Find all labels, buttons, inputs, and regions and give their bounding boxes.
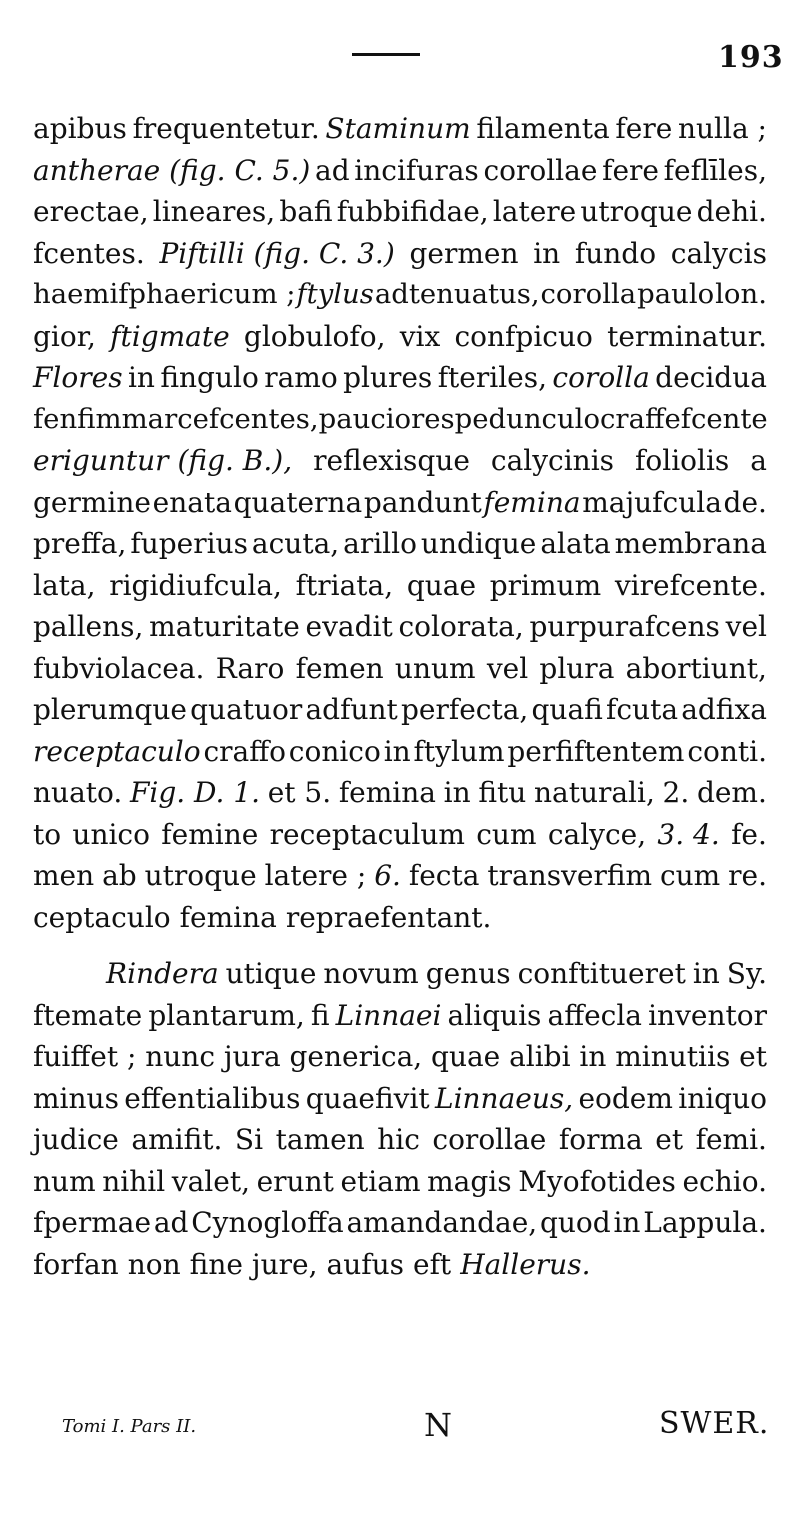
word: ab — [102, 859, 137, 892]
italic-word: eriguntur (fig. B.), — [33, 444, 293, 477]
word: plantarum, — [148, 998, 305, 1032]
text-line — [33, 995, 767, 1037]
word: quatuor — [190, 693, 303, 726]
word: femi. — [695, 1123, 767, 1156]
word: receptaculum — [269, 817, 465, 851]
word: aliquis — [447, 998, 542, 1032]
italic-word: 3. 4. — [657, 817, 720, 851]
word: marcefcentes, — [121, 402, 319, 435]
word: in — [613, 1206, 641, 1239]
page-footer — [0, 1406, 800, 1456]
word: fe. — [731, 817, 767, 851]
word: to — [33, 817, 62, 851]
word: enata — [152, 485, 232, 519]
word: fere — [615, 112, 673, 145]
word: jura — [223, 1040, 281, 1073]
word: Sy. — [726, 957, 767, 990]
word: affecla — [547, 998, 642, 1032]
word: alata — [540, 527, 611, 560]
word: a — [750, 444, 767, 477]
word: fuiffet ; — [33, 1040, 137, 1073]
word: re. — [728, 859, 767, 892]
word: quae — [406, 568, 477, 602]
word: decidua — [655, 361, 767, 394]
word: ftemate — [33, 998, 143, 1032]
word: et — [739, 1040, 767, 1073]
word: minutiis — [615, 1040, 731, 1073]
word: vel — [725, 610, 767, 643]
text-line — [33, 150, 767, 192]
word: calycis — [670, 236, 767, 270]
word: colorata, — [398, 610, 524, 643]
text-line — [33, 523, 767, 565]
text-line — [33, 855, 767, 897]
word: generica, — [289, 1040, 423, 1073]
word: vel — [486, 651, 529, 685]
word: aufus — [326, 1247, 404, 1281]
word: abortiunt, — [625, 651, 767, 685]
word: femine — [161, 817, 259, 851]
word: erunt — [256, 1164, 334, 1198]
word: non — [127, 1247, 181, 1281]
word: ad — [315, 153, 350, 187]
text-line — [33, 233, 767, 275]
word: purpurafcens — [529, 610, 720, 643]
word: fpermae — [33, 1206, 152, 1239]
word: rigidiufcula, — [109, 568, 282, 602]
word: calyce, — [547, 817, 647, 851]
word: repraefentant. — [285, 900, 492, 934]
italic-word: ftigmate — [110, 319, 230, 353]
word: forfan — [33, 1247, 119, 1281]
word: vix — [399, 319, 441, 353]
text-line — [33, 689, 767, 731]
text-line — [33, 606, 767, 648]
word: Raro — [215, 651, 285, 685]
word: virefcente. — [614, 568, 767, 602]
word: preffa, — [33, 527, 127, 560]
word: fubbifidae, — [336, 195, 489, 228]
italic-word: Linnaeus, — [434, 1081, 574, 1115]
text-line — [33, 108, 767, 150]
word: plura — [539, 651, 615, 685]
word: nihil — [102, 1164, 166, 1198]
word: amandandae, — [346, 1206, 538, 1239]
word: fine — [189, 1247, 243, 1281]
word: men — [33, 859, 95, 892]
word: quaterna — [233, 485, 363, 519]
sheet-mark: N — [424, 1406, 452, 1444]
word: femen — [295, 651, 384, 685]
word: confpicuo — [454, 319, 593, 353]
word: nunc — [145, 1040, 216, 1073]
word: corolla — [540, 278, 637, 310]
text-line — [33, 565, 767, 607]
text-line — [33, 1202, 767, 1244]
word: ftylum — [413, 734, 505, 768]
word: eft — [413, 1247, 452, 1281]
word: calycinis — [490, 444, 615, 477]
italic-word: ftylus — [296, 278, 374, 310]
paragraph-gap — [33, 938, 767, 953]
word: fere — [602, 153, 659, 187]
word: tamen — [275, 1123, 365, 1156]
word: nuato. — [33, 776, 123, 809]
text-line — [33, 316, 767, 358]
word: apibus — [33, 112, 127, 145]
text-line — [33, 772, 767, 814]
word: craffefcente — [600, 402, 768, 435]
word: germine — [33, 485, 151, 519]
word: foliolis — [635, 444, 730, 477]
body-text — [33, 108, 767, 1285]
word: pallens, — [33, 610, 144, 643]
word: novum — [323, 957, 419, 990]
word: globulofo, — [243, 319, 386, 353]
word: corollae — [432, 1123, 547, 1156]
word: plerumque — [33, 693, 187, 726]
word: utique — [225, 957, 317, 990]
word: forma — [558, 1123, 643, 1156]
italic-word: Flores — [33, 361, 123, 394]
word: fuperius — [130, 527, 248, 560]
text-line — [33, 648, 767, 690]
word: in — [579, 1040, 607, 1073]
word: bafi — [279, 195, 333, 228]
italic-word: Piftilli (fig. C. 3.) — [159, 236, 395, 270]
word: germen — [409, 236, 519, 270]
word: undique — [420, 527, 537, 560]
word: ceptaculo — [33, 900, 171, 934]
word: acuta, — [251, 527, 340, 560]
word: Myofotides — [518, 1164, 676, 1198]
word: dem. — [696, 776, 767, 809]
word: hic — [377, 1123, 420, 1156]
word: filamenta — [476, 112, 610, 145]
text-line — [33, 440, 767, 482]
word: feflīles, — [663, 153, 767, 187]
word: fcuta — [605, 693, 679, 726]
word: nulla ; — [677, 112, 767, 145]
text-line — [33, 482, 767, 524]
word: femina — [179, 900, 277, 934]
word: pandunt — [363, 485, 482, 519]
word: num — [33, 1164, 96, 1198]
header-rule — [352, 53, 420, 56]
word: pedunculo — [454, 402, 601, 435]
word: judice — [33, 1123, 119, 1156]
word: frequentetur. — [132, 112, 320, 145]
text-line — [33, 814, 767, 856]
word: 2. — [662, 776, 690, 809]
word: Lappula. — [643, 1206, 767, 1239]
word: magis — [427, 1164, 512, 1198]
word: latere ; — [264, 859, 367, 892]
text-line — [33, 897, 767, 939]
word: fitu — [478, 776, 527, 809]
italic-word: Hallerus. — [460, 1247, 591, 1281]
word: terminatur. — [607, 319, 767, 353]
word: conti. — [687, 734, 767, 768]
word: maturitate — [149, 610, 300, 643]
word: fcentes. — [33, 236, 145, 270]
word: quafi — [531, 693, 603, 726]
word: echio. — [682, 1164, 767, 1198]
word: genus — [425, 957, 511, 990]
word: adfixa — [681, 693, 767, 726]
word: transverfim — [487, 859, 653, 892]
word: in — [383, 734, 411, 768]
word: pauciores — [318, 402, 455, 435]
word: arillo — [343, 527, 417, 560]
text-line — [33, 274, 767, 316]
word: lata, — [33, 568, 96, 602]
text-line — [33, 1161, 767, 1203]
word: unum — [394, 651, 476, 685]
text-line — [33, 731, 767, 773]
word: valet, — [171, 1164, 250, 1198]
word: fubviolacea. — [33, 651, 205, 685]
word: quod — [539, 1206, 611, 1239]
word: lon. — [715, 278, 767, 310]
word: et — [655, 1123, 684, 1156]
word: de. — [723, 485, 767, 519]
word: evadit — [305, 610, 393, 643]
word: jure, — [251, 1247, 318, 1281]
word: lineares, — [152, 195, 276, 228]
text-line — [33, 1244, 767, 1286]
word: inventor — [648, 998, 767, 1032]
word: dehi. — [696, 195, 767, 228]
word: majufcula — [582, 485, 722, 519]
word: membrana — [614, 527, 767, 560]
word: conftitueret — [517, 957, 686, 990]
word: et 5. — [267, 776, 332, 809]
word: minus — [33, 1081, 119, 1115]
catchword: SWER. — [659, 1406, 770, 1441]
italic-word: Linnaei — [335, 998, 442, 1032]
word: Si — [234, 1123, 264, 1156]
word: naturali, — [533, 776, 655, 809]
italic-word: antherae (fig. C. 5.) — [33, 153, 311, 187]
word: ftriata, — [295, 568, 394, 602]
italic-word: Fig. D. 1. — [129, 776, 261, 809]
word: fecta — [408, 859, 480, 892]
word: etiam — [340, 1164, 421, 1198]
word: fteriles, — [437, 361, 548, 394]
word: corollae — [483, 153, 598, 187]
word: cum — [476, 817, 537, 851]
text-line — [33, 191, 767, 233]
word: alibi — [509, 1040, 571, 1073]
word: utroque — [580, 195, 693, 228]
word: femina — [338, 776, 436, 809]
word: reflexisque — [313, 444, 470, 477]
word: plures — [343, 361, 433, 394]
word: haemifphaericum ; — [33, 278, 296, 310]
italic-word: femina — [483, 485, 581, 519]
word: quaefivit — [305, 1081, 430, 1115]
word: quae — [431, 1040, 501, 1073]
text-line — [33, 399, 767, 441]
word: effentialibus — [124, 1081, 301, 1115]
word: craffo — [203, 734, 286, 768]
text-line — [33, 357, 767, 399]
word: adfunt — [305, 693, 398, 726]
word: gior, — [33, 319, 96, 353]
italic-word: 6. — [374, 859, 401, 892]
word: fingulo — [160, 361, 259, 394]
word: ramo — [264, 361, 338, 394]
italic-word: Staminum — [325, 112, 471, 145]
word: in — [443, 776, 471, 809]
text-line — [33, 1119, 767, 1161]
signature-mark: Tomi I. Pars II. — [62, 1416, 197, 1437]
italic-word: Rindera — [106, 957, 219, 990]
word: eodem — [578, 1081, 673, 1115]
word: ad — [153, 1206, 189, 1239]
word: unico — [72, 817, 150, 851]
word: latere — [492, 195, 577, 228]
word: in — [692, 957, 720, 990]
word: in — [127, 361, 155, 394]
word: erectae, — [33, 195, 149, 228]
text-line — [33, 953, 767, 995]
word: fi — [310, 998, 330, 1032]
word: perfecta, — [400, 693, 529, 726]
word: fenfim — [33, 402, 122, 435]
word: adtenuatus, — [374, 278, 540, 310]
word: conico — [288, 734, 381, 768]
word: Cynogloffa — [191, 1206, 344, 1239]
italic-word: corolla — [552, 361, 650, 394]
italic-word: receptaculo — [33, 734, 201, 768]
word: incifuras — [354, 153, 479, 187]
word: fundo — [574, 236, 657, 270]
text-line — [33, 1036, 767, 1078]
word: cum — [659, 859, 721, 892]
text-line — [33, 1078, 767, 1120]
word: in — [533, 236, 561, 270]
word: primum — [489, 568, 602, 602]
word: utroque — [144, 859, 257, 892]
word: perfiftentem — [507, 734, 685, 768]
word: paulo — [637, 278, 715, 310]
page-number: 193 — [718, 40, 784, 75]
word: amifit. — [131, 1123, 223, 1156]
word: iniquo — [678, 1081, 767, 1115]
